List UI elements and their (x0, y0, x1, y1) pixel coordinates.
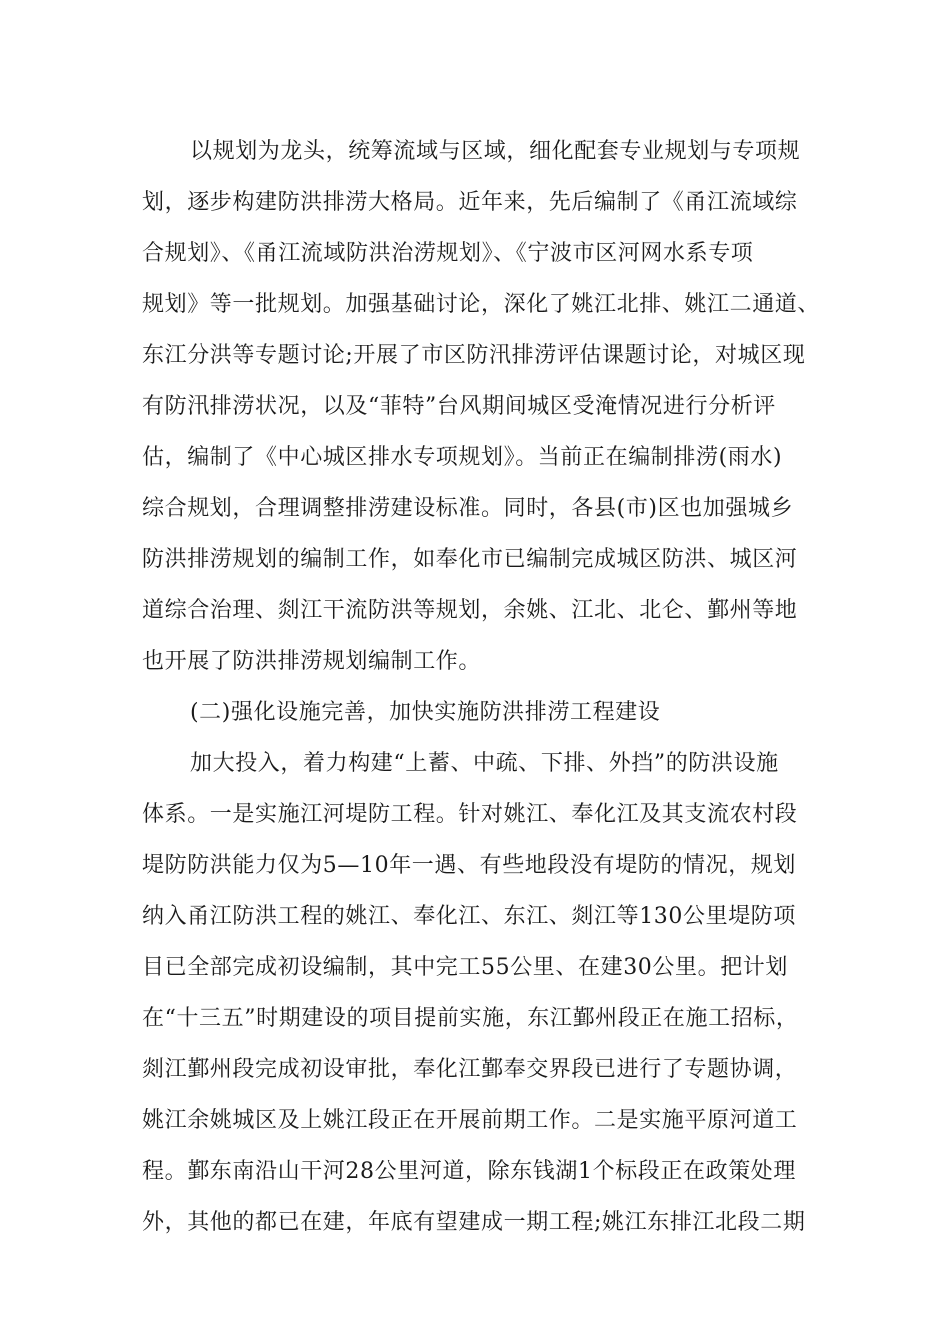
paragraph-2-line-1: 加大投入，着力构建“上蓄、中疏、下排、外挡”的防洪设施 (190, 751, 779, 776)
paragraph-2-line-5: 目已全部完成初设编制，其中完工55公里、在建30公里。把计划 (142, 955, 788, 980)
paragraph-1-line-8: 综合规划，合理调整排涝建设标准。同时，各县(市)区也加强城乡 (142, 496, 794, 521)
paragraph-2-line-4: 纳入甬江防洪工程的姚江、奉化江、东江、剡江等130公里堤防项 (142, 904, 796, 929)
paragraph-1-line-2: 划，逐步构建防洪排涝大格局。近年来，先后编制了《甬江流域综 (142, 190, 798, 215)
paragraph-2-line-10: 外，其他的都已在建，年底有望建成一期工程;姚江东排江北段二期 (142, 1210, 806, 1235)
paragraph-2-line-9: 程。鄞东南沿山干河28公里河道，除东钱湖1个标段正在政策处理 (142, 1159, 796, 1184)
paragraph-2-line-6: 在“十三五”时期建设的项目提前实施，东江鄞州段正在施工招标， (142, 1006, 799, 1031)
paragraph-2-line-7: 剡江鄞州段完成初设审批，奉化江鄞奉交界段已进行了专题协调， (142, 1057, 798, 1082)
paragraph-1-line-3: 合规划》、《甬江流域防洪治涝规划》、《宁波市区河网水系专项 (142, 241, 754, 266)
paragraph-2-line-8: 姚江余姚城区及上姚江段正在开展前期工作。二是实施平原河道工 (142, 1108, 798, 1133)
paragraph-2-line-2: 体系。一是实施江河堤防工程。针对姚江、奉化江及其支流农村段 (142, 802, 798, 827)
paragraph-1-line-9: 防洪排涝规划的编制工作，如奉化市已编制完成城区防洪、城区河 (142, 547, 798, 572)
paragraph-1-line-5: 东江分洪等专题讨论;开展了市区防汛排涝评估课题讨论，对城区现 (142, 343, 806, 368)
paragraph-1-line-11: 也开展了防洪排涝规划编制工作。 (142, 649, 482, 674)
paragraph-1-line-4: 规划》等一批规划。加强基础讨论，深化了姚江北排、姚江二通道、 (142, 292, 821, 317)
paragraph-2-line-3: 堤防防洪能力仅为5—10年一遇、有些地段没有堤防的情况，规划 (142, 853, 796, 878)
paragraph-1-line-1: 以规划为龙头，统筹流域与区域，细化配套专业规划与专项规 (190, 139, 801, 164)
paragraph-1-line-6: 有防汛排涝状况，以及“菲特”台风期间城区受淹情况进行分析评 (142, 394, 776, 419)
paragraph-1-line-7: 估，编制了《中心城区排水专项规划》。当前正在编制排涝(雨水) (142, 445, 783, 470)
section-heading: (二)强化设施完善，加快实施防洪排涝工程建设 (190, 700, 661, 725)
paragraph-1-line-10: 道综合治理、剡江干流防洪等规划，余姚、江北、北仑、鄞州等地 (142, 598, 798, 623)
